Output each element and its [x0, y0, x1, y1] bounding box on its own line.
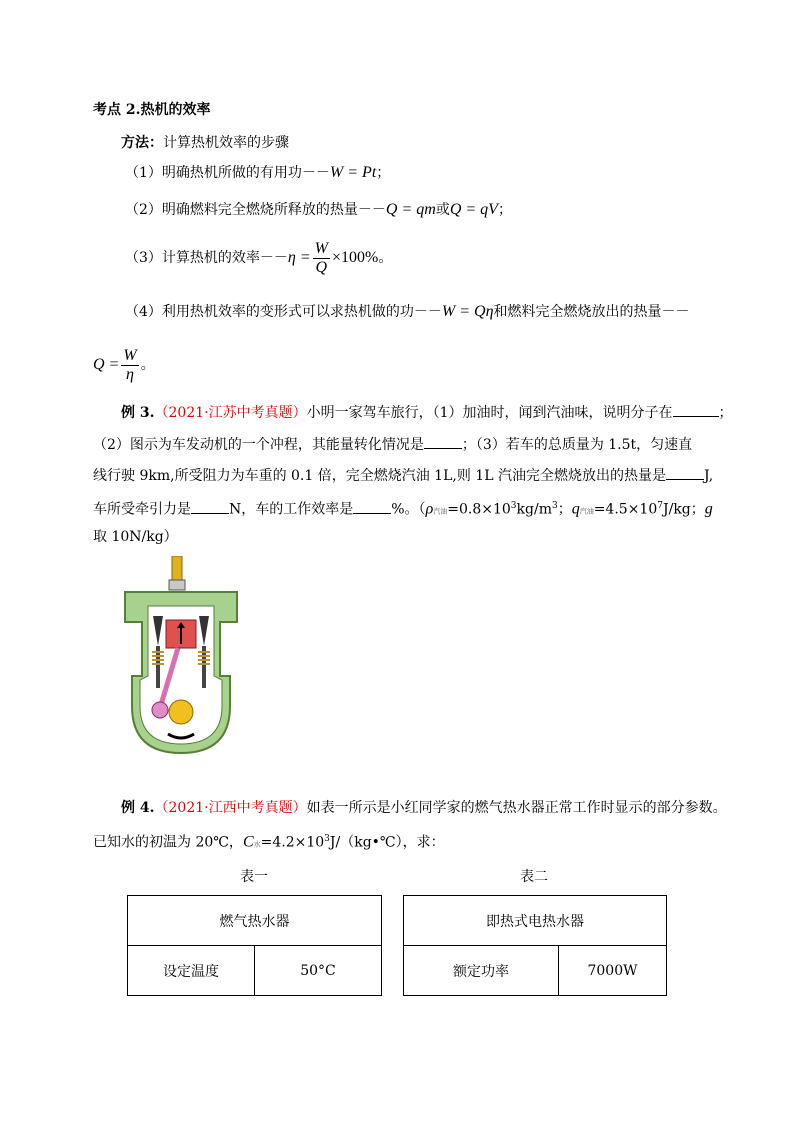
crankshaft-icon: [169, 700, 193, 724]
example-3-text-4b: N，车的工作效率是: [229, 501, 354, 518]
step-1-end: ；: [376, 165, 391, 181]
example-3-text-4a: 车所受牵引力是: [93, 501, 191, 518]
example-3-line-2: [93, 434, 692, 455]
step-4-text: （4）利用热机效率的变形式可以求热机做的功－－: [125, 304, 442, 320]
table-1: [127, 895, 382, 996]
example-3-text-1: 小明一家驾车旅行，（1）加油时，闻到汽油味，说明分子在: [306, 405, 673, 421]
c-unit: J/（kg•℃），求：: [329, 834, 445, 851]
table-2-param: 额定功率: [404, 946, 559, 996]
table-2-caption: 表二: [520, 869, 548, 885]
c-exponent: 3: [324, 834, 330, 844]
step-4-end: 。: [140, 357, 155, 373]
rho-unit: kg/m: [516, 501, 552, 518]
example-3-line-1: [121, 402, 733, 423]
step-3-denominator: Q: [315, 258, 328, 276]
example-3-text-3a: 线行驶 9km,所受阻力为车重的 0.1 倍，完全燃烧汽油 1L,则 1L 汽油完全燃烧放出的热量是: [93, 468, 666, 484]
example-3-label: 例 3.: [121, 405, 155, 421]
method-text: 计算热机效率的步骤: [163, 135, 289, 151]
c-subscript: 水: [253, 840, 261, 849]
example-4-text-2a: 已知水的初温为 20℃，: [93, 834, 243, 851]
example-4-line-2: [93, 829, 445, 855]
table-1-title: 燃气热水器: [128, 896, 382, 946]
answer-blank-3[interactable]: [666, 465, 704, 480]
answer-blank-4[interactable]: [191, 499, 229, 514]
step-2-formula-b: Q = qV: [449, 201, 498, 218]
table-2-value: 7000W: [559, 946, 667, 996]
table-2: [403, 895, 667, 996]
step-1-formula: W = Pt: [329, 164, 377, 181]
rho-exponent: 3: [510, 501, 517, 511]
example-3-line-4: [93, 496, 713, 522]
q-symbol: q: [571, 500, 580, 518]
rho-value: =0.8×10: [447, 501, 511, 518]
step-4-formula: W = Qη: [441, 303, 494, 320]
step-2: [125, 200, 512, 220]
step-4-continued: [93, 345, 155, 385]
step-2-text: （2）明确燃料完全燃烧所释放的热量－－: [125, 202, 386, 218]
q-exponent: 7: [657, 501, 663, 511]
example-3-text-4c: %。（: [391, 501, 426, 518]
rho-symbol: ρ: [425, 500, 434, 518]
engine-stroke-diagram: [120, 556, 242, 754]
step-4-mid: 和燃料完全燃烧放出的热量－－: [493, 304, 690, 320]
section-heading: 考点 2.热机的效率: [93, 102, 211, 118]
rho-unit-exponent: 3: [551, 501, 558, 511]
c-symbol: C: [242, 833, 254, 851]
answer-blank-2[interactable]: [424, 434, 462, 449]
rho-subscript: 汽油: [433, 507, 448, 516]
example-3-text-2a: （2）图示为车发动机的一个冲程，其能量转化情况是: [93, 437, 424, 453]
example-3-source: （2021·江苏中考真题）: [154, 405, 307, 421]
c-value: =4.2×10: [260, 834, 325, 851]
step-3-numerator: W: [314, 239, 328, 257]
example-3-text-3b: J,: [703, 468, 714, 484]
step-3-fraction: [313, 240, 330, 277]
step-4-denominator: η: [126, 365, 134, 383]
step-4-numerator: W: [123, 346, 137, 364]
example-4-text-1: 如表一所示是小红同学家的燃气热水器正常工作时显示的部分参数。: [306, 800, 727, 816]
step-3-eta: η =: [287, 249, 311, 266]
step-4-fraction: [121, 347, 138, 384]
example-4-source: （2021·江西中考真题）: [154, 800, 307, 816]
example-3-text-2b: ；（3）若车的总质量为 1.5t，匀速直: [461, 437, 693, 453]
answer-blank-1[interactable]: [673, 402, 719, 417]
step-4: [125, 302, 690, 322]
step-1-text: （1）明确热机所做的有用功－－: [125, 165, 330, 181]
step-4-q: Q =: [93, 356, 120, 373]
step-2-end: ；: [497, 202, 512, 218]
table-2-title: 即热式电热水器: [404, 896, 667, 946]
example-3-line-3: [93, 465, 713, 486]
method-label: 方法：: [121, 135, 163, 151]
example-4-line-1: [121, 798, 727, 818]
table-1-caption: 表一: [240, 869, 268, 885]
step-3-text: （3）计算热机的效率－－: [125, 250, 288, 266]
answer-blank-5[interactable]: [353, 499, 391, 514]
step-2-or: 或: [435, 202, 450, 218]
method-line: [121, 133, 289, 153]
g-symbol: g: [704, 500, 713, 518]
example-3-line-5: 取 10N/kg）: [93, 529, 178, 545]
step-3: [125, 238, 392, 278]
q-value: =4.5×10: [593, 501, 658, 518]
example-4-label: 例 4.: [121, 800, 155, 816]
step-3-tail: ×100%: [331, 249, 379, 266]
table-1-value: 50°C: [255, 946, 382, 996]
step-2-formula-a: Q = qm: [385, 201, 436, 218]
step-3-end: 。: [378, 250, 393, 266]
step-1: [125, 163, 390, 183]
example-3-text-1-end: ；: [718, 405, 733, 421]
separator: ；: [557, 501, 572, 518]
table-1-param: 设定温度: [128, 946, 255, 996]
q-subscript: 汽油: [579, 507, 594, 516]
q-unit: J/kg；: [662, 501, 705, 518]
